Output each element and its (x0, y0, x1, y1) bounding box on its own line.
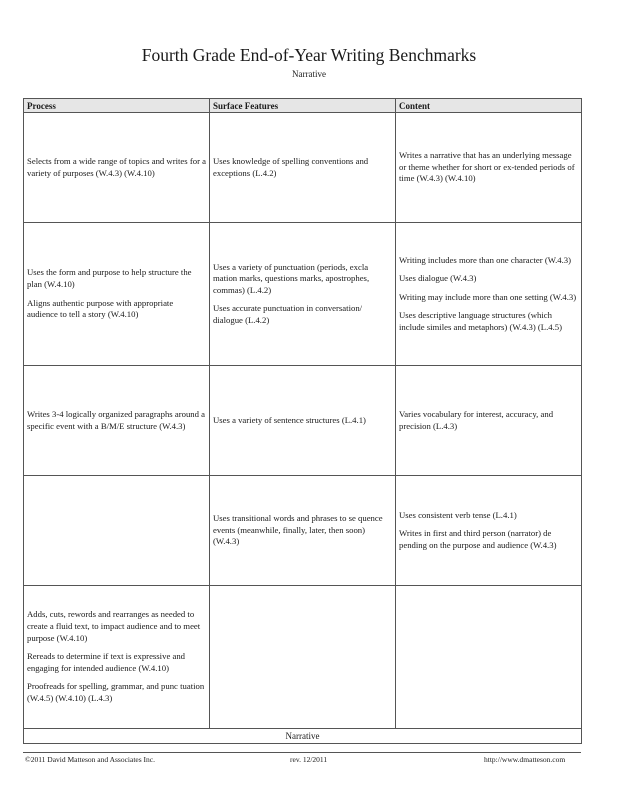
benchmark-text: Writes a narrative that has an underlying message or theme whether for short or ex-tended periods of time (W.4.3) (W.4.10) (399, 150, 575, 184)
footer-row (24, 729, 582, 744)
benchmarks-table (23, 98, 582, 744)
cell-surface-features (210, 223, 396, 366)
benchmark-text: Aligns authentic purpose with appropriate audience to tell a story (W.4.10) (27, 297, 174, 320)
table-row (24, 586, 582, 729)
benchmark-text: Uses a variety of sentence structures (L.4.1) (213, 414, 366, 425)
cell-surface-features (210, 586, 396, 729)
table-row (24, 223, 582, 366)
table-row (24, 476, 582, 586)
cell-content (396, 113, 582, 223)
cell-process (24, 113, 210, 223)
benchmark-text: Selects from a wide range of topics and writes for a variety of purposes (W.4.3) (W.4.10) (27, 155, 206, 178)
benchmark-text: Writes 3-4 logically organized paragraphs around a specific event with a B/M/E structure (W.4.3) (27, 408, 205, 431)
benchmark-text: Uses accurate punctuation in conversation/ dialogue (L.4.2) (213, 303, 363, 325)
benchmark-text: Uses consistent verb tense (L.4.1) (399, 509, 517, 520)
cell-content (396, 476, 582, 586)
cell-surface-features (210, 366, 396, 476)
benchmark-text: Varies vocabulary for interest, accuracy, and precision (L.4.3) (399, 408, 554, 431)
header-surface-features: Surface Features (210, 99, 396, 113)
cell-process (24, 223, 210, 366)
cell-surface-features (210, 113, 396, 223)
page-subtitle: Narrative (292, 69, 326, 79)
benchmark-text: Writes in first and third person (narrator) de pending on the purpose and audience (W.4.3) (399, 528, 557, 550)
table-row (24, 366, 582, 476)
benchmark-text: Writing includes more than one character (W.4.3) (399, 254, 572, 265)
header-process: Process (24, 99, 210, 113)
benchmark-text: Proofreads for spelling, grammar, and punc tuation (W.4.5) (W.4.10) (L.4.3) (27, 681, 205, 703)
cell-content (396, 366, 582, 476)
cell-content (396, 586, 582, 729)
header-row (24, 99, 582, 113)
cell-process (24, 586, 210, 729)
header-content: Content (396, 99, 582, 113)
cell-surface-features (210, 476, 396, 586)
footer-label: Narrative (24, 729, 582, 744)
benchmark-text: Uses descriptive language structures (which include similes and metaphors) (W.4.3) (L.4.5) (399, 310, 563, 332)
benchmark-text: Uses transitional words and phrases to se quence events (meanwhile, finally, later, then soon) (W.4.3) (213, 513, 383, 547)
website-url: http://www.dmatteson.com (484, 755, 566, 764)
benchmark-text: Writing may include more than one setting (W.4.3) (399, 291, 577, 302)
page-title: Fourth Grade End-of-Year Writing Benchmarks (141, 45, 477, 65)
revision-text: rev. 12/2011 (290, 755, 328, 764)
footer-divider (23, 752, 581, 753)
copyright-text: ©2011 David Matteson and Associates Inc. (25, 755, 155, 764)
benchmark-text: Uses a variety of punctuation (periods, excla mation marks, questions marks, apostrophes, commas) (L.4.2) (213, 261, 370, 295)
benchmark-text: Rereads to determine if text is expressive and engaging for intended audience (W.4.10) (27, 651, 186, 673)
benchmark-text: Uses the form and purpose to help structure the plan (W.4.10) (27, 267, 192, 289)
cell-content (396, 223, 582, 366)
benchmark-text: Uses knowledge of spelling conventions and exceptions (L.4.2) (213, 155, 369, 178)
benchmark-text: Uses dialogue (W.4.3) (399, 273, 477, 284)
benchmark-text: Adds, cuts, rewords and rearranges as needed to create a fluid text, to impact audience and to meet purpose (W.4.10) (27, 609, 201, 643)
cell-process (24, 476, 210, 586)
table-row (24, 113, 582, 223)
cell-process (24, 366, 210, 476)
